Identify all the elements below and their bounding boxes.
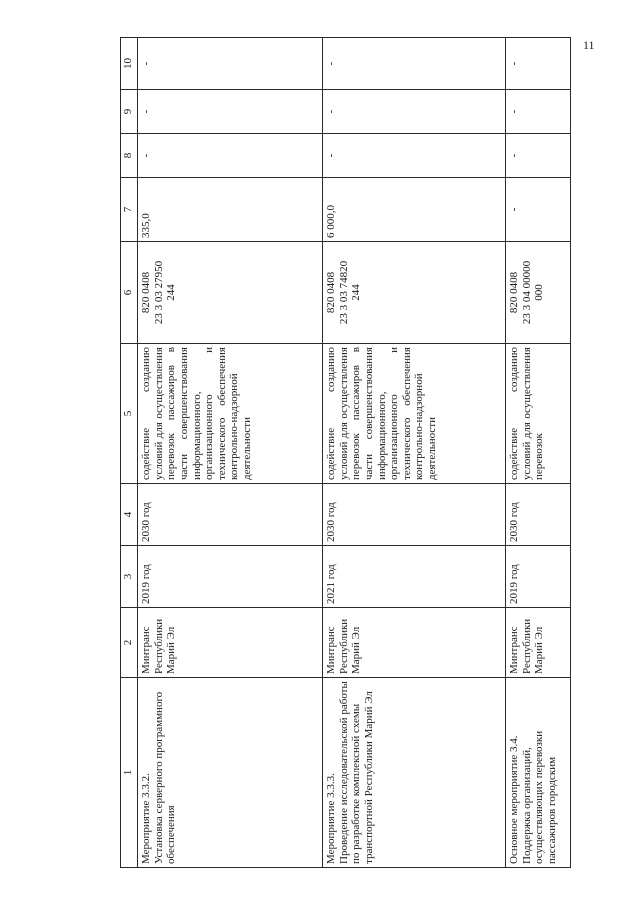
expected-result: содействие созданию условий для осуществления перевозок пассажиров в части совершенствования информационного, организационного и технического обеспечения контрольно-надзорной деятельности [138, 344, 323, 484]
col-header-5: 5 [121, 344, 138, 484]
header-row [121, 38, 138, 868]
rotated-table-sheet [120, 38, 570, 868]
responsible: Минтранс Республики Марий Эл [506, 608, 571, 678]
amount-col9: - [506, 90, 571, 134]
page-number: 11 [583, 38, 595, 52]
table-row [138, 38, 323, 868]
col-header-7: 7 [121, 178, 138, 242]
budget-code: 820 0408 23 3 03 74820 244 [323, 242, 506, 344]
responsible: Минтранс Республики Марий Эл [323, 608, 506, 678]
measure-name: Мероприятие 3.3.3. Проведение исследовательской работы по разработке комплексной схемы транспортной Республики Марий Эл [323, 678, 506, 868]
amount-col10: - [138, 38, 323, 90]
expected-result: содействие созданию условий для осуществления перевозок пассажиров в части совершенствования информационного, организационного и технического обеспечения контрольно-надзорной деятельности [323, 344, 506, 484]
budget-code: 820 0408 23 3 03 27950 244 [138, 242, 323, 344]
expected-result: содействие созданию условий для осуществления перевозок [506, 344, 571, 484]
amount-col7: - [506, 178, 571, 242]
amount-col9: - [138, 90, 323, 134]
measures-table [120, 37, 571, 868]
start-year: 2019 год [138, 546, 323, 608]
responsible: Минтранс Республики Марий Эл [138, 608, 323, 678]
start-year: 2021 год [323, 546, 506, 608]
amount-col7: 335,0 [138, 178, 323, 242]
budget-code: 820 0408 23 3 04 00000 000 [506, 242, 571, 344]
table-row [506, 38, 571, 868]
col-header-3: 3 [121, 546, 138, 608]
col-header-10: 10 [121, 38, 138, 90]
amount-col9: - [323, 90, 506, 134]
measure-name: Мероприятие 3.3.2. Установка серверного программного обеспечения [138, 678, 323, 868]
measure-name: Основное мероприятие 3.4. Поддержка организаций, осуществляющих перевозки пассажиров городским [506, 678, 571, 868]
start-year: 2019 год [506, 546, 571, 608]
end-year: 2030 год [506, 484, 571, 546]
amount-col7: 6 000,0 [323, 178, 506, 242]
col-header-1: 1 [121, 678, 138, 868]
col-header-9: 9 [121, 90, 138, 134]
end-year: 2030 год [323, 484, 506, 546]
amount-col10: - [323, 38, 506, 90]
amount-col8: - [138, 134, 323, 178]
amount-col8: - [323, 134, 506, 178]
end-year: 2030 год [138, 484, 323, 546]
amount-col8: - [506, 134, 571, 178]
col-header-4: 4 [121, 484, 138, 546]
col-header-8: 8 [121, 134, 138, 178]
col-header-2: 2 [121, 608, 138, 678]
table-row [323, 38, 506, 868]
col-header-6: 6 [121, 242, 138, 344]
amount-col10: - [506, 38, 571, 90]
